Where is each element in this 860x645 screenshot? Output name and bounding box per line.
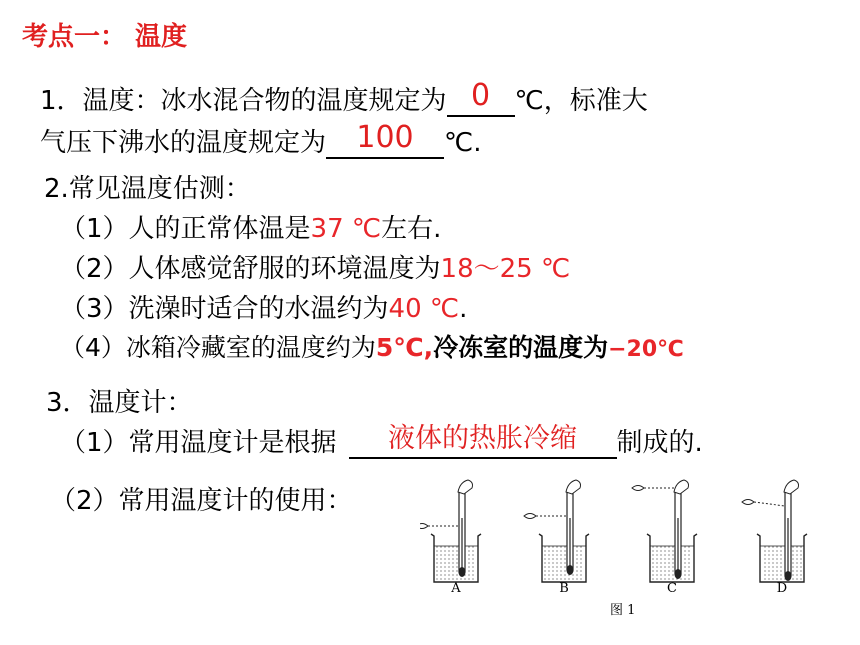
figure-label-a: A [451, 581, 461, 596]
beaker-2 [524, 480, 589, 582]
definition-text-d: ℃. [444, 128, 482, 158]
estimate-item-1 [60, 208, 441, 245]
estimate-item-4-value-2: −20℃ [608, 337, 684, 362]
estimate-item-2 [60, 248, 570, 285]
estimate-item-1-text: （1）人的正常体温是 [60, 214, 311, 244]
thermometer-usage: （2）常用温度计的使用： [50, 486, 353, 516]
estimate-heading: 2.常见温度估测： [44, 174, 251, 204]
definition-text-b: ℃，标准大 [514, 86, 648, 116]
estimate-item-2-value: 18～25 ℃ [440, 254, 571, 284]
thermometer-principle-suffix: 制成的. [616, 428, 703, 458]
figure-label-d: D [776, 581, 788, 596]
estimate-item-4-text: （4）冰箱冷藏室的温度约为 [60, 333, 376, 362]
estimate-item-3-value: 40 ℃ [388, 294, 460, 324]
answer-thermal-expansion: 液体的热胀冷缩 [388, 423, 578, 454]
estimate-item-4 [60, 328, 684, 364]
answer-hundred: 100 [356, 120, 414, 155]
beaker-4 [742, 480, 807, 582]
definition-line-2 [40, 122, 481, 159]
thermometer-principle-text: （1）常用温度计是根据 [60, 428, 337, 458]
figure-label-b: B [559, 581, 569, 596]
estimate-item-3 [60, 288, 467, 325]
estimate-item-1-suffix: 左右. [381, 214, 442, 244]
answer-blank-1 [447, 78, 515, 117]
estimate-item-2-text: （2）人体感觉舒服的环境温度为 [60, 254, 441, 284]
thermometer-principle [60, 422, 703, 459]
thermometer-heading: 3．温度计： [46, 388, 193, 418]
thermometer-figure [420, 478, 840, 628]
estimate-item-3-suffix: . [459, 294, 468, 324]
definition-text-c: 气压下沸水的温度规定为 [40, 128, 327, 158]
beaker-3 [632, 480, 697, 582]
answer-blank-3 [349, 423, 617, 459]
answer-zero: 0 [471, 78, 491, 113]
answer-blank-2 [326, 120, 444, 159]
estimate-item-4-value: 5℃, [375, 333, 434, 362]
estimate-item-1-value: 37 ℃ [310, 214, 382, 244]
figure-label-c: C [667, 581, 677, 596]
estimate-item-3-text: （3）洗澡时适合的水温约为 [60, 294, 389, 324]
definition-text-a: 1．温度：冰水混合物的温度规定为 [40, 86, 447, 116]
beaker-1 [420, 480, 481, 582]
estimate-item-4-text-2: 冷冻室的温度为 [433, 333, 609, 362]
definition-line-1 [40, 80, 648, 117]
section-title: 考点一： 温度 [22, 22, 188, 52]
figure-caption: 图 1 [610, 603, 636, 618]
